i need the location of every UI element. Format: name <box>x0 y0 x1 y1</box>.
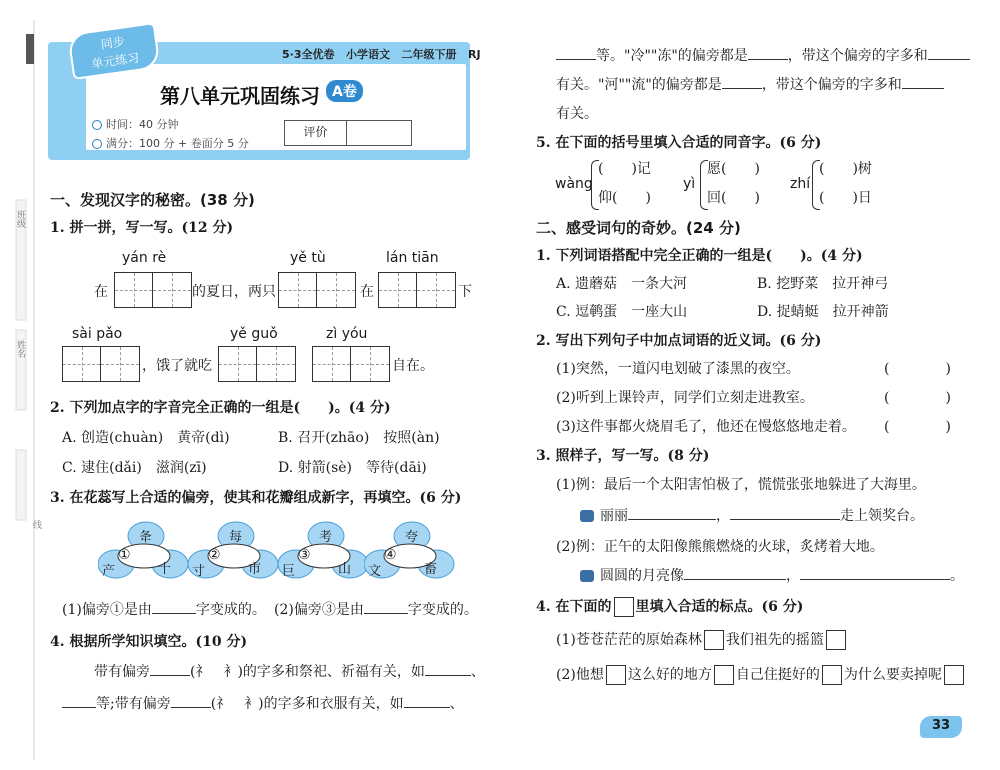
q5-yi-a[interactable]: 愿( ) <box>707 161 760 177</box>
flower2-left: 寸 <box>192 564 206 579</box>
q4-blank-example-2[interactable] <box>62 694 96 708</box>
s2-q3-answer-1: 丽丽 ， 走上领奖台。 <box>580 506 924 526</box>
margin-label-line: 线 <box>31 520 41 529</box>
q4-blank-radical-2[interactable] <box>171 694 211 708</box>
section2-heading: 二、感受词句的奇妙。(24 分) <box>536 219 741 237</box>
q4-cont-line-1: 等。"冷""冻"的偏旁都是 ，带这个偏旁的字多和 <box>556 46 970 66</box>
q1-text-xia: 下 <box>458 284 472 300</box>
flower3-left: 巨 <box>282 564 296 579</box>
evaluation-label: 评价 <box>285 121 347 145</box>
evaluation-field[interactable] <box>347 121 411 145</box>
grade-label: 二年级下册 <box>401 48 457 61</box>
margin-label-class: 班级 <box>15 210 25 228</box>
page-title: 第八单元巩固练习 <box>160 84 320 108</box>
q2-option-c[interactable]: C. 逮住(dǎi) 滋润(zī) <box>62 460 207 476</box>
writing-grid-sai-pao[interactable] <box>62 346 140 382</box>
s2-q2-item-2: (2)听到上课铃声，同学们立刻走进教室。 <box>556 390 814 406</box>
q3-blank-2[interactable] <box>364 600 408 614</box>
q4-title: 4. 根据所学知识填空。(10 分) <box>50 634 248 650</box>
q4-blank-example-1[interactable] <box>425 662 471 676</box>
page-number: 33 <box>932 718 951 733</box>
q4-blank-radical-4[interactable] <box>722 75 762 89</box>
pinyin-ye-tu: yě tù <box>290 250 326 266</box>
student-icon <box>580 510 594 522</box>
pinyin-yan-re: yán rè <box>122 250 167 266</box>
subject-label: 小学语文 <box>346 48 390 61</box>
binding-margin <box>0 0 44 770</box>
q1-text-zai2: 在 <box>360 284 374 300</box>
header-meta <box>282 46 481 62</box>
s2-q2-answer-3[interactable]: ( ) <box>884 419 951 435</box>
q5-zhi-a[interactable]: ( )树 <box>819 161 872 177</box>
s2-q2-answer-2[interactable]: ( ) <box>884 390 951 406</box>
s2-q4-sentence-1: (1)苍苍茫茫的原始森林 我们祖先的摇篮 <box>556 630 848 650</box>
student-icon <box>580 570 594 582</box>
flower-3 <box>278 520 378 585</box>
rocket-icon <box>26 34 34 64</box>
time-info: 时间：40 分钟 <box>92 116 179 132</box>
q1-text-free: 自在。 <box>392 358 434 374</box>
q3-fill-1: (1)偏旁①是由 字变成的。 <box>62 602 266 618</box>
check-icon <box>92 139 102 149</box>
q4-cont-line-3: 有关。 <box>556 106 598 122</box>
q1-text-hungry: ，饿了就吃 <box>142 358 212 374</box>
flower3-center[interactable]: ③ <box>298 547 311 563</box>
writing-grid-lan-tian[interactable] <box>378 272 456 308</box>
q1-text-summer: 的夏日，两只 <box>192 284 276 300</box>
title-tag: A卷 <box>326 80 363 102</box>
margin-label-name: 姓名 <box>15 340 25 358</box>
flower1-right: 十 <box>158 562 172 577</box>
q2-option-d[interactable]: D. 射箭(sè) 等待(dāi) <box>278 460 427 476</box>
q5-pinyin-wang: wàng <box>555 176 593 192</box>
punct-box-2[interactable] <box>826 630 846 650</box>
score-info: 满分：100 分 + 卷面分 5 分 <box>92 135 249 151</box>
s2-q3-answer-2: 圆圆的月亮像 ， 。 <box>580 566 964 586</box>
writing-grid-ye-guo[interactable] <box>218 346 296 382</box>
q5-pinyin-yi: yì <box>683 176 696 192</box>
s2-q3-blank-4[interactable] <box>800 566 950 580</box>
q3-blank-1[interactable] <box>152 600 196 614</box>
s2-q3-blank-3[interactable] <box>684 566 786 580</box>
writing-grid-yan-re[interactable] <box>114 272 192 308</box>
q5-zhi-b[interactable]: ( )日 <box>819 190 872 206</box>
flower3-right: 山 <box>338 562 352 577</box>
q4-blank-radical-3[interactable] <box>748 46 788 60</box>
s2-q3-title: 3. 照样子，写一写。(8 分) <box>536 448 710 464</box>
flower4-top: 夸 <box>405 530 419 545</box>
series-label: 5·3全优卷 <box>282 48 335 61</box>
q3-title: 3. 在花蕊写上合适的偏旁，使其和花瓣组成新字，再填空。(6 分) <box>50 490 462 506</box>
q1-title: 1. 拼一拼，写一写。(12 分) <box>50 220 234 236</box>
q5-wang-a[interactable]: ( )记 <box>598 161 651 177</box>
punct-box-4[interactable] <box>714 665 734 685</box>
s2-q1-option-a[interactable]: A. 遗蘑菇 一条大河 <box>556 276 688 292</box>
badge-line2: 单元练习 <box>90 50 141 72</box>
q4-blank-radical-1[interactable] <box>150 662 190 676</box>
pinyin-sai-pao: sài pǎo <box>72 326 123 342</box>
punct-box-3[interactable] <box>606 665 626 685</box>
flower2-right: 市 <box>248 562 262 577</box>
s2-q3-blank-2[interactable] <box>730 506 840 520</box>
punct-box-1[interactable] <box>704 630 724 650</box>
clock-icon <box>92 120 102 130</box>
s2-q4-sentence-2: (2)他想 这么好的地方 自己住挺好的 为什么要卖掉呢 <box>556 665 966 685</box>
q2-title: 2. 下列加点字的字音完全正确的一组是( )。(4 分) <box>50 400 391 416</box>
flower2-center[interactable]: ② <box>208 547 221 563</box>
binding-strip-graphic <box>0 0 44 770</box>
pinyin-lan-tian: lán tiān <box>386 250 439 266</box>
flower1-left: 产 <box>102 564 116 579</box>
page-number-badge <box>920 716 962 738</box>
s2-q2-title: 2. 写出下列句子中加点词语的近义词。(6 分) <box>536 333 822 349</box>
flower-2 <box>188 520 288 585</box>
q3-fill-2: (2)偏旁③是由 字变成的。 <box>274 602 478 618</box>
q4-line-1: 带有偏旁 (礻 衤)的字多和祭祀、祈福有关，如 、 <box>94 664 485 680</box>
s2-q2-item-1: (1)突然，一道闪电划破了漆黑的夜空。 <box>556 361 800 377</box>
q2-option-b[interactable]: B. 召开(zhāo) 按照(àn) <box>278 430 440 446</box>
flower4-left: 文 <box>368 564 382 579</box>
q4-blank-meaning-1[interactable] <box>928 46 970 60</box>
flower3-top: 考 <box>319 530 333 545</box>
q2-option-a[interactable]: A. 创造(chuàn) 黄帝(dì) <box>62 430 230 446</box>
s2-q4-title: 4. 在下面的 里填入合适的标点。(6 分) <box>536 599 804 615</box>
flower1-center[interactable]: ① <box>118 547 131 563</box>
badge-line1: 同步 <box>100 34 126 52</box>
edition-label: RJ <box>468 48 481 61</box>
q4-blank-example-4[interactable] <box>556 46 596 60</box>
q5-yi-b[interactable]: 回( ) <box>707 190 760 206</box>
punct-box-5[interactable] <box>822 665 842 685</box>
flower1-top: 夅 <box>139 530 153 545</box>
q4-cont-line-2: 有关。"河""流"的偏旁都是 ，带这个偏旁的字多和 <box>556 75 944 95</box>
punct-box-6[interactable] <box>944 665 964 685</box>
s2-q3-blank-1[interactable] <box>628 506 716 520</box>
pinyin-zi-you: zì yóu <box>326 326 368 342</box>
flower4-right: 畜 <box>424 562 438 577</box>
q5-pinyin-zhi: zhí <box>790 176 811 192</box>
flower-4 <box>364 520 464 585</box>
pinyin-ye-guo: yě guǒ <box>230 326 278 342</box>
q4-line-2: 等;带有偏旁 (礻 衤)的字多和衣服有关，如 、 <box>62 694 464 714</box>
writing-grid-zi-you[interactable] <box>312 346 390 382</box>
q5-title: 5. 在下面的括号里填入合适的同音字。(6 分) <box>536 135 822 151</box>
s2-q1-title: 1. 下列词语搭配中完全正确的一组是( )。(4 分) <box>536 248 863 264</box>
s2-q2-item-3: (3)这件事都火烧眉毛了，他还在慢悠悠地走着。 <box>556 419 856 435</box>
evaluation-box <box>284 120 412 146</box>
flower4-center[interactable]: ④ <box>384 547 397 563</box>
s2-q1-option-c[interactable]: C. 逗鹌蛋 一座大山 <box>556 304 688 320</box>
section1-heading: 一、发现汉字的秘密。(38 分) <box>50 191 255 209</box>
q4-blank-example-3[interactable] <box>404 694 450 708</box>
writing-grid-ye-tu[interactable] <box>278 272 356 308</box>
s2-q3-example-2: (2)例：正午的太阳像熊熊燃烧的火球，炙烤着大地。 <box>556 539 884 555</box>
q1-text-zai1: 在 <box>94 284 108 300</box>
q5-wang-b[interactable]: 仰( ) <box>598 190 651 206</box>
s2-q2-answer-1[interactable]: ( ) <box>884 361 951 377</box>
s2-q1-option-b[interactable]: B. 挖野菜 拉开神弓 <box>757 276 889 292</box>
punct-box-sample <box>614 597 634 617</box>
flower2-top: 每 <box>229 530 243 545</box>
s2-q3-example-1: (1)例：最后一个太阳害怕极了，慌慌张张地躲进了大海里。 <box>556 477 926 493</box>
s2-q1-option-d[interactable]: D. 捉蜻蜓 拉开神箭 <box>757 304 889 320</box>
flower-1 <box>98 520 198 585</box>
q4-blank-meaning-2[interactable] <box>902 75 944 89</box>
